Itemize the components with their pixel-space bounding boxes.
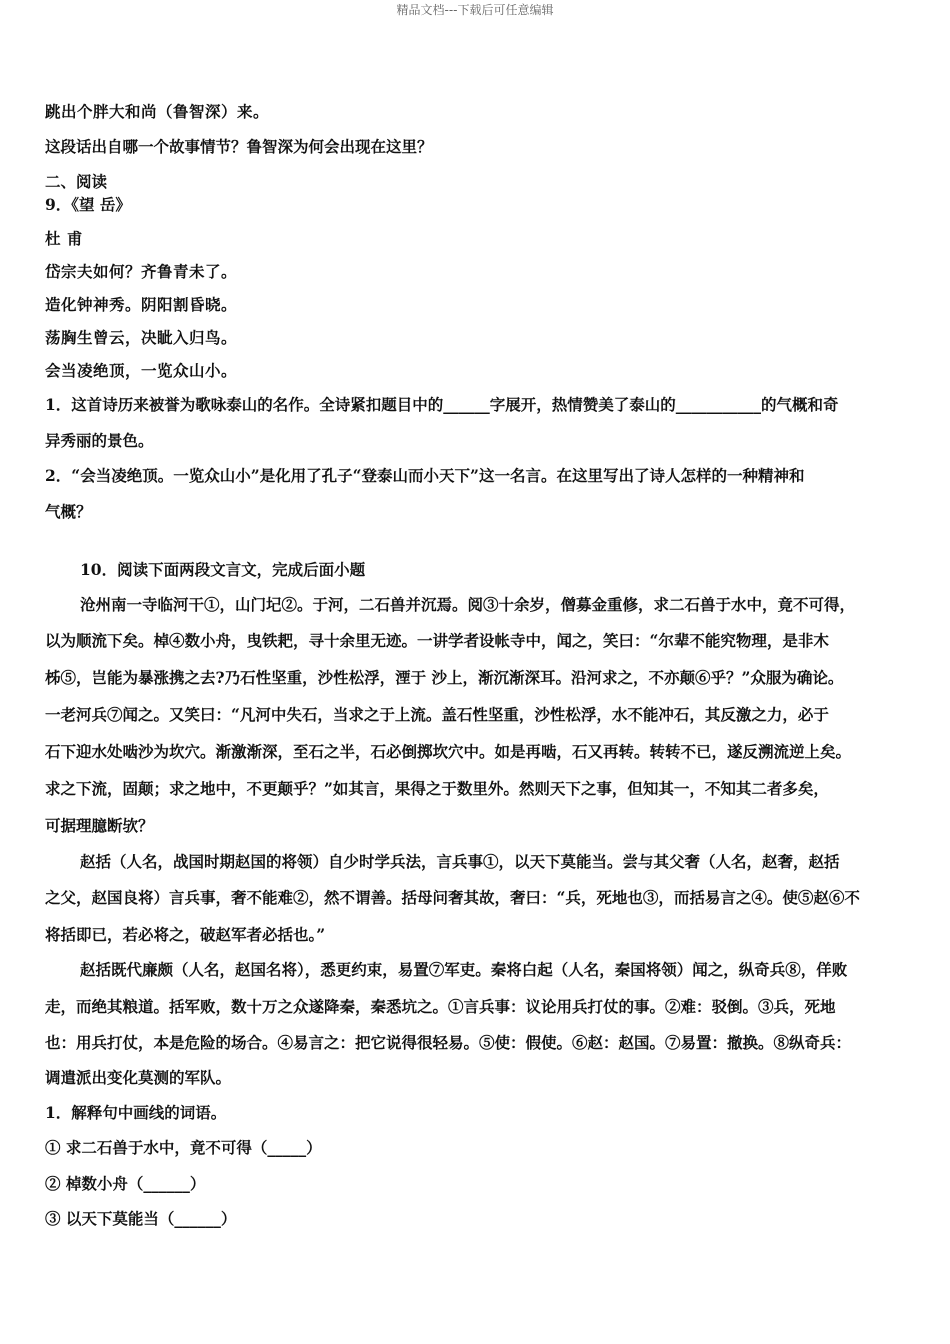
- poem-author: 杜 甫: [45, 229, 83, 248]
- answer-item: ③ 以天下莫能当（______）: [45, 1209, 237, 1228]
- question-text: 2．“会当凌绝顶。一览众山小”是化用了孔子“登泰山而小天下”这一名言。在这里写出了诗人怎样的一种精神和: [45, 466, 805, 485]
- passage-line: 一老河兵⑦闻之。又笑曰：“凡河中失石，当求之于上流。盖石性坚重，沙性松浮，水不能冲石，其反激之力，必于: [45, 705, 829, 724]
- passage-line: 以为顺流下矣。棹④数小舟，曳铁耙，寻十余里无迹。一讲学者设帐寺中，闻之，笑曰：“尔辈不能究物理，是非木: [45, 631, 829, 650]
- passage-line: 石下迎水处啮沙为坎穴。渐激渐深，至石之半，石必倒掷坎穴中。如是再啮，石又再转。转转不已，遂反溯流逆上矣。: [45, 742, 852, 761]
- poem-title: 9．《望 岳》: [45, 195, 131, 214]
- answer-item: ② 棹数小舟（______）: [45, 1174, 206, 1193]
- passage-line: 将括即已，若必将之，破赵军者必括也。”: [45, 925, 326, 944]
- passage-line: 赵括（人名，战国时期赵国的将领）自少时学兵法，言兵事①，以天下莫能当。尝与其父奢（人名，赵奢，赵括: [80, 852, 840, 871]
- section-heading: 二、阅读: [45, 172, 108, 191]
- question-text: 1．解释句中画线的词语。: [45, 1103, 227, 1122]
- question-text: 这段话出自哪一个故事情节？鲁智深为何会出现在这里？: [45, 137, 433, 156]
- passage-line: 之父，赵国良将）言兵事，奢不能难②，然不谓善。括母问奢其故，奢曰：“兵，死地也③，而括易言之④。使⑤赵⑥不: [45, 888, 860, 907]
- passage-line: 柹⑤，岂能为暴涨携之去?乃石性坚重，沙性松浮，湮于 沙上，渐沉渐深耳。沿河求之，不亦颠⑥乎？”众服为确论。: [45, 668, 844, 687]
- passage-line: 可据理臆断欤？: [45, 816, 154, 835]
- page-header: 精品文档---下载后可任意编辑: [396, 3, 554, 17]
- poem-line: 荡胸生曾云，决眦入归鸟。: [45, 328, 238, 347]
- question-text: 气概？: [45, 502, 92, 521]
- poem-line: 岱宗夫如何？齐鲁青未了。: [45, 262, 238, 281]
- text-line: 跳出个胖大和尚（鲁智深）来。: [45, 102, 270, 121]
- question-heading: 10．阅读下面两段文言文，完成后面小题: [80, 560, 366, 579]
- footnote-line: 调遣派出变化莫测的军队。: [45, 1068, 232, 1087]
- answer-item: ① 求二石兽于水中，竟不可得（_____）: [45, 1138, 322, 1157]
- poem-line: 造化钟神秀。阴阳割昏晓。: [45, 295, 238, 314]
- question-text: 1．这首诗历来被誉为歌咏泰山的名作。全诗紧扣题目中的______字展开，热情赞美了泰山的___________的气概和奇: [45, 395, 839, 414]
- question-text: 异秀丽的景色。: [45, 431, 154, 450]
- passage-line: 沧州南一寺临河干①，山门圮②。于河，二石兽并沉焉。阅③十余岁，僧募金重修，求二石兽于水中，竟不可得，: [80, 595, 856, 614]
- footnote-line: 也：用兵打仗，本是危险的场合。④易言之：把它说得很轻易。⑤使：假使。⑥赵：赵国。⑦易置：撤换。⑧纵奇兵：: [45, 1033, 852, 1052]
- passage-line: 求之下流，固颠；求之地中，不更颠乎？”如其言，果得之于数里外。然则天下之事，但知其一，不知其二者多矣，: [45, 779, 829, 798]
- passage-line: 赵括既代廉颇（人名，赵国名将），悉更约束，易置⑦军吏。秦将白起（人名，秦国将领）闻之，纵奇兵⑧，佯败: [80, 960, 848, 979]
- poem-line: 会当凌绝顶，一览众山小。: [45, 361, 238, 380]
- passage-line: 走，而绝其粮道。括军败，数十万之众遂降秦，秦悉坑之。①言兵事：议论用兵打仗的事。②难：驳倒。③兵，死地: [45, 997, 836, 1016]
